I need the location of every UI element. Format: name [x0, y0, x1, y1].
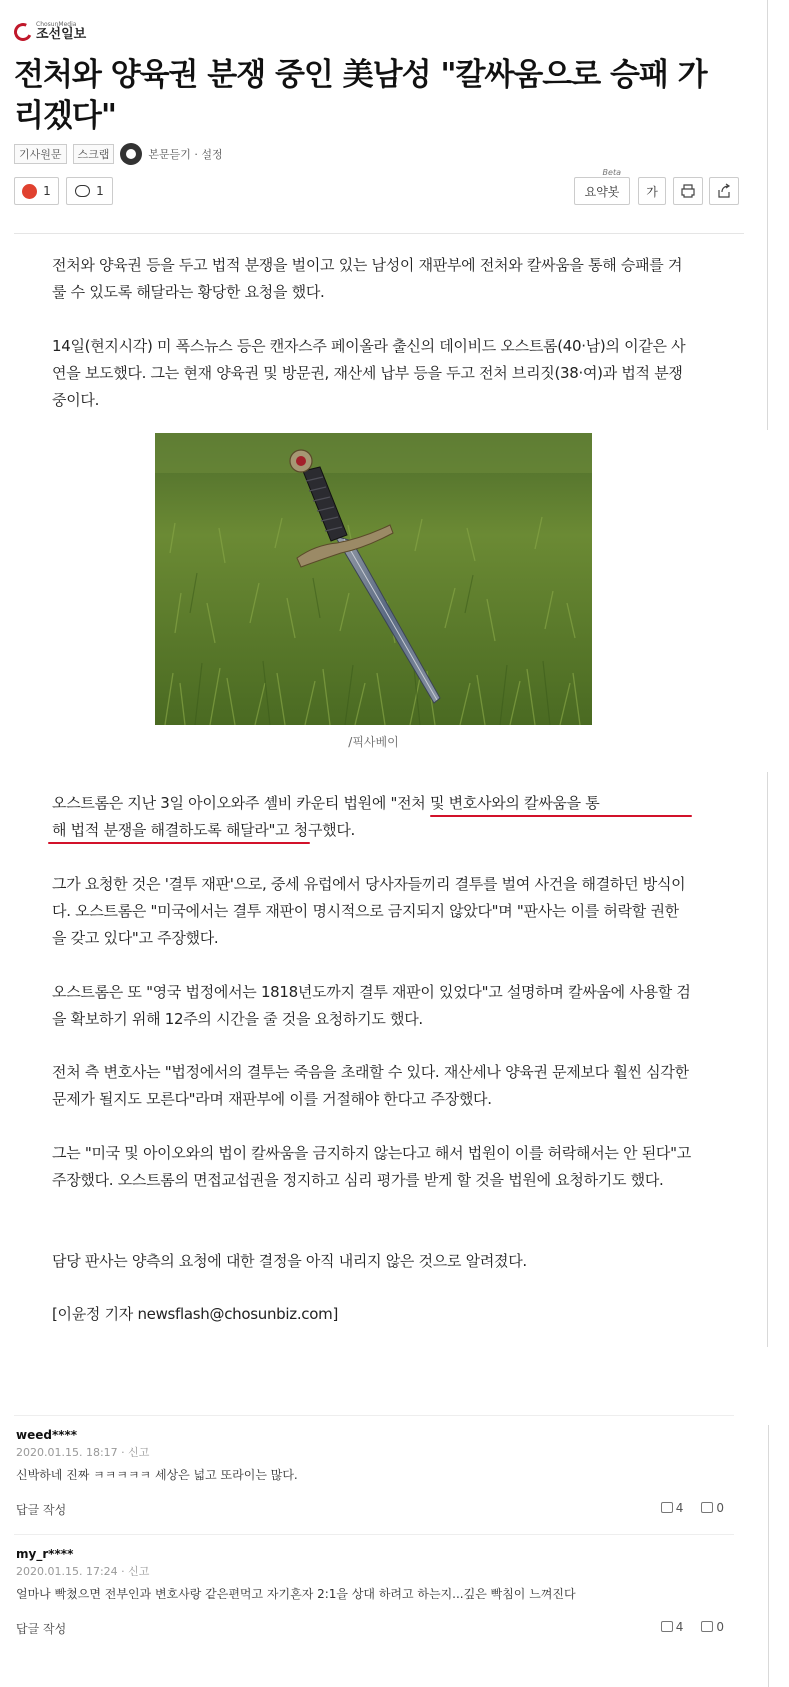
- thumbs-up-icon: [661, 1621, 673, 1632]
- share-button[interactable]: [709, 177, 739, 205]
- paragraph-3: 그가 요청한 것은 '결투 재판'으로, 중세 유럽에서 당사자들끼리 결투를 벌여 사건을 해결하던 방식이다. 오스트롬은 "미국에서는 결투 재판이 명시적으로 금지되지 않았다"며 "판사는 이를 허락할 권한을 갖고 있다"고 주장했다.: [52, 875, 686, 947]
- reaction-count: 1: [43, 184, 51, 198]
- thumbs-down-icon: [701, 1621, 713, 1632]
- dislike-button[interactable]: [701, 1501, 724, 1515]
- comment-date: 2020.01.15. 18:17 · 신고: [16, 1446, 150, 1459]
- article-toolbar: [14, 168, 744, 211]
- comment-username[interactable]: weed****: [16, 1428, 78, 1442]
- paragraph-7: 담당 판사는 양측의 요청에 대한 결정을 아직 내리지 않은 것으로 알려졌다.: [52, 1252, 527, 1270]
- summary-bot-button[interactable]: [574, 168, 630, 205]
- article-meta: [14, 143, 223, 165]
- comment-body: 신박하네 진짜 ㅋㅋㅋㅋㅋ 세상은 넓고 또라이는 많다.: [16, 1468, 298, 1482]
- comment-votes: [661, 1620, 724, 1634]
- paragraph-6: 그는 "미국 및 아이오와의 법이 칼싸움을 금지하지 않는다고 해서 법원이 이를 허락해서는 안 된다"고 주장했다. 오스트롬의 면접교섭권을 정지하고 심리 평가를 받게 할 것을 법원에 요청하기도 했다.: [52, 1144, 691, 1189]
- thumbs-up-icon: [661, 1502, 673, 1513]
- comment-username[interactable]: my_r****: [16, 1547, 74, 1561]
- paragraph-5: 전처 측 변호사는 "법정에서의 결투는 죽음을 초래할 수 있다. 재산세나 양육권 문제보다 훨씬 심각한 문제가 될지도 모른다"라며 재판부에 이를 거절해야 한다고 주장했다.: [52, 1063, 689, 1108]
- comment-item: [14, 1534, 734, 1653]
- dislike-count: 0: [716, 1620, 724, 1634]
- comment-count: 1: [96, 184, 104, 198]
- highlight-quote-2: 해 법적 분쟁을 해결하도록 해달라": [52, 821, 276, 839]
- highlight-quote-1: "전처 및 변호사와의 칼싸움을 통: [390, 794, 600, 812]
- logo-subtext: ChosunMedia: [36, 21, 77, 28]
- reply-button[interactable]: 답글 작성: [16, 1503, 67, 1517]
- comment-votes: [661, 1501, 724, 1515]
- comment-list: [14, 1415, 734, 1653]
- like-count: 4: [675, 1620, 684, 1634]
- comment-body: 얼마나 빡쳤으면 전부인과 변호사랑 같은편먹고 자기혼자 2:1을 상대 하려고 하는지...깊은 빡침이 느껴진다: [16, 1587, 576, 1601]
- highlight-line-1-pre: 오스트롬은 지난 3일 아이오와주 셸비 카운티 법원에: [52, 794, 391, 812]
- comment-date: 2020.01.15. 17:24 · 신고: [16, 1565, 150, 1578]
- paragraph-1: 전처와 양육권 등을 두고 법적 분쟁을 벌이고 있는 남성이 재판부에 전처와 칼싸움을 통해 승패를 겨룰 수 있도록 해달라는 황당한 요청을 했다.: [52, 256, 683, 301]
- highlight-line-2-post: 고 청구했다.: [275, 821, 356, 839]
- like-count: 4: [675, 1501, 684, 1515]
- dislike-count: 0: [716, 1501, 724, 1515]
- share-icon: [716, 183, 732, 199]
- font-size-button[interactable]: [638, 177, 666, 205]
- byline: [이윤정 기자 newsflash@chosunbiz.com]: [52, 1305, 338, 1323]
- original-article-link[interactable]: 기사원문: [14, 144, 67, 164]
- article-title: 전처와 양육권 분쟁 중인 美남성 "칼싸움으로 승패 가리겠다": [14, 57, 707, 134]
- article-photo-sword: [155, 433, 592, 725]
- site-header: [14, 22, 86, 41]
- logo-text: 조선일보: [36, 27, 87, 42]
- red-underline-1: [430, 815, 692, 817]
- summary-bot-label: 요약봇: [584, 184, 620, 199]
- comment-icon: [75, 185, 90, 197]
- listen-icon[interactable]: [120, 143, 142, 165]
- listen-settings-link[interactable]: 본문듣기 · 설정: [148, 148, 223, 161]
- highlight-line-1: [52, 790, 692, 817]
- comment-item: [14, 1415, 734, 1534]
- chosun-logo[interactable]: [14, 22, 86, 41]
- like-button[interactable]: [661, 1620, 684, 1634]
- reaction-button[interactable]: [14, 177, 59, 205]
- print-button[interactable]: [673, 177, 703, 205]
- like-button[interactable]: [661, 1501, 684, 1515]
- dislike-button[interactable]: [701, 1620, 724, 1634]
- header-divider: [14, 233, 744, 234]
- paragraph-4: 오스트롬은 또 "영국 법정에서는 1818년도까지 결투 재판이 있었다"고 설명하며 칼싸움에 사용할 검을 확보하기 위해 12주의 시간을 줄 것을 요청하기도 했다.: [52, 983, 691, 1028]
- comment-button[interactable]: [66, 177, 113, 205]
- reply-button[interactable]: 답글 작성: [16, 1622, 67, 1636]
- scrap-button[interactable]: 스크랩: [73, 144, 115, 164]
- photo-caption: /픽사베이: [348, 735, 399, 749]
- thumbs-down-icon: [701, 1502, 713, 1513]
- paragraph-2: 14일(현지시각) 미 폭스뉴스 등은 캔자스주 페이올라 출신의 데이비드 오스트롬(40·남)의 이같은 사연을 보도했다. 그는 현재 양육권 및 방문권, 재산세 납부 등을 두고 전처 브리짓(38·여)과 법적 분쟁 중이다.: [52, 337, 686, 409]
- red-underline-2: [48, 842, 310, 844]
- highlight-paragraph: [52, 790, 692, 844]
- beta-badge: Beta: [602, 168, 621, 177]
- font-size-label: 가: [646, 184, 658, 199]
- logo-icon: [11, 20, 34, 43]
- angry-reaction-icon: [22, 184, 37, 199]
- highlight-line-2: [52, 817, 692, 844]
- print-icon: [680, 183, 696, 199]
